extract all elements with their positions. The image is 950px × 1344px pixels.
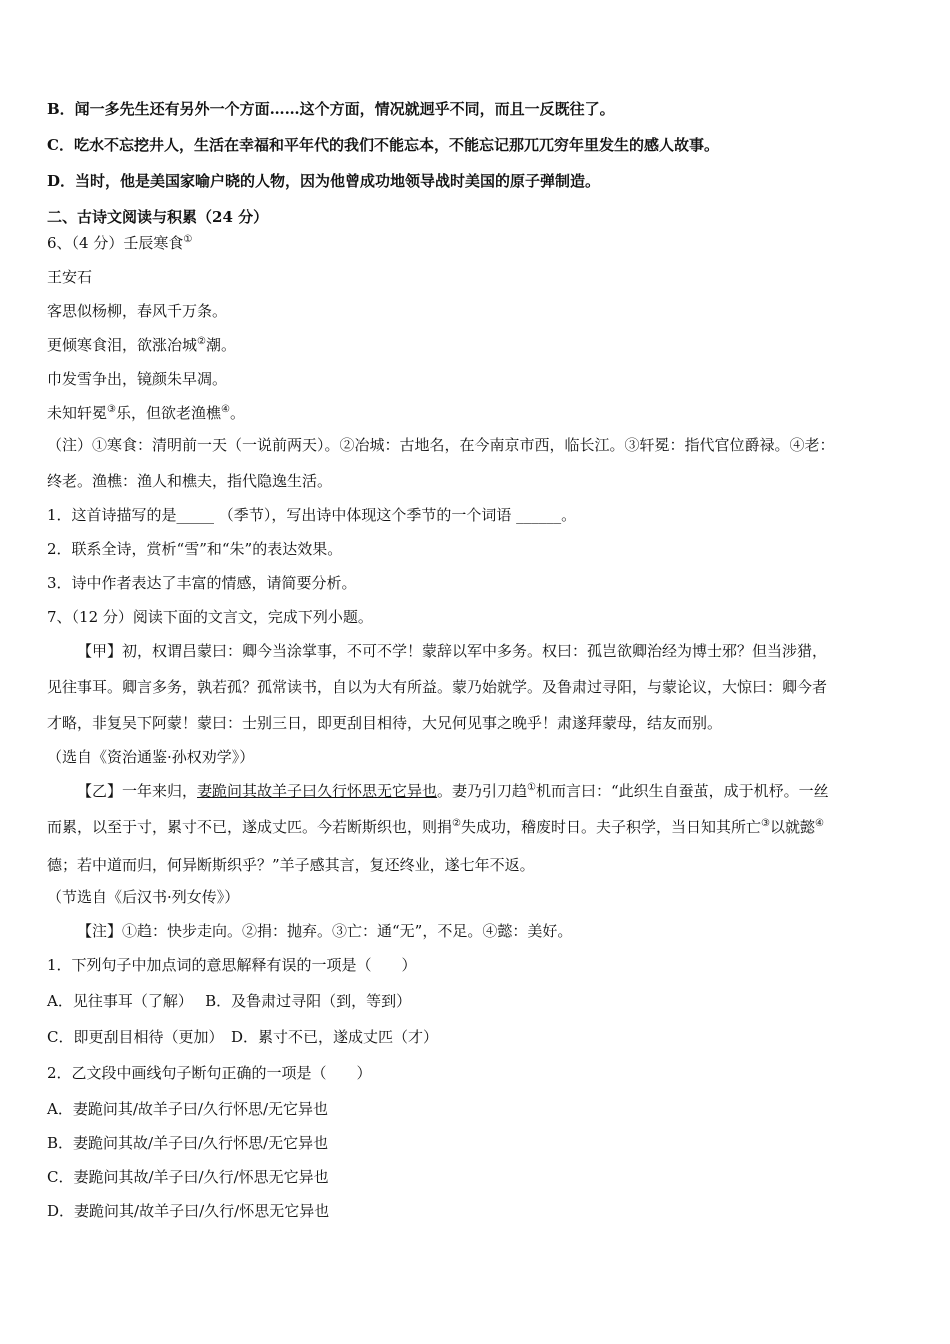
- footnote-mark: ②: [197, 336, 206, 347]
- q7-sub2-option-b: B．妻跪问其故/羊子曰/久行怀思/无它异也: [47, 1134, 329, 1152]
- underlined-sentence: 妻跪问其故羊子曰久行怀思无它异也: [197, 782, 438, 800]
- q6-sub1: 1．这首诗描写的是_____ （季节），写出诗中体现这个季节的一个词语 ______。: [47, 506, 577, 524]
- poem-note-2: 终老。渔樵：渔人和樵夫，指代隐逸生活。: [47, 472, 333, 490]
- footnote-mark: ④: [814, 818, 824, 829]
- footnote-mark: ④: [221, 404, 230, 415]
- yi-line-3: 德；若中道而归，何异断斯织乎？”羊子感其言，复还终业，遂七年不返。: [47, 856, 535, 874]
- yi-line-1-a: 【乙】一年来归，: [77, 782, 198, 800]
- q7-sub2-stem: 2．乙文段中画线句子断句正确的一项是（ ）: [47, 1064, 372, 1082]
- yi-line-1-c: 机而言曰：“此织生自蚕茧，成于机杼。一丝: [536, 782, 829, 800]
- footnote-mark: ①: [183, 234, 193, 245]
- poem-line-4-a: 未知轩冕: [47, 404, 108, 422]
- poem-line-2-b: 潮。: [205, 336, 236, 354]
- q7-sub2-option-a: A．妻跪问其/故羊子曰/久行怀思/无它异也: [47, 1100, 328, 1118]
- footnote-mark: ②: [452, 818, 461, 829]
- q7-sub1-options-ab: A．见往事耳（了解） B．及鲁肃过寻阳（到，等到）: [47, 992, 412, 1010]
- yi-line-1: [47, 780, 829, 802]
- poem-line-4-b: 乐，但欲老渔樵: [115, 404, 221, 422]
- q7-sub2-option-d: D．妻跪问其/故羊子曰/久行/怀思无它异也: [47, 1202, 330, 1220]
- poem-author: 王安石: [47, 268, 93, 286]
- yi-line-2: [47, 816, 824, 838]
- yi-line-2-b: 失成功，稽废时日。夫子积学，当日知其所亡: [460, 818, 761, 836]
- option-c: C．吃水不忘挖井人，生活在幸福和平年代的我们不能忘本，不能忘记那兀兀穷年里发生的感人故事。: [47, 136, 719, 154]
- poem-line-2-a: 更倾寒食泪，欲涨冶城: [47, 336, 198, 354]
- jia-line-2: 见往事耳。卿言多务，孰若孤？孤常读书，自以为大有所益。蒙乃始就学。及鲁肃过寻阳，与蒙论议，大惊曰：卿今者: [47, 678, 828, 696]
- footnote-mark: ①: [527, 782, 537, 793]
- jia-source: （选自《资治通鉴·孙权劝学》）: [47, 748, 255, 766]
- q6-title: [47, 232, 192, 254]
- yi-line-1-b: 。妻乃引刀趋: [437, 782, 528, 800]
- q6-sub3: 3．诗中作者表达了丰富的情感，请简要分析。: [47, 574, 357, 592]
- poem-line-4-c: 。: [229, 404, 245, 422]
- section-heading: 二、古诗文阅读与积累（24 分）: [47, 208, 269, 226]
- jia-line-1: 【甲】初，权谓吕蒙曰：卿今当涂掌事，不可不学！蒙辞以军中多务。权曰：孤岂欲卿治经为博士邪？但当涉猎，: [77, 642, 828, 660]
- q6-sub2: 2．联系全诗，赏析“雪”和“朱”的表达效果。: [47, 540, 343, 558]
- jia-line-3: 才略，非复吴下阿蒙！蒙曰：士别三日，即更刮目相待，大兄何见事之晚乎！肃遂拜蒙母，结友而别。: [47, 714, 723, 732]
- q7-note: 【注】①趋：快步走向。②捐：抛弃。③亡：通“无”，不足。④懿：美好。: [77, 922, 573, 940]
- yi-line-2-a: 而累，以至于寸，累寸不已，遂成丈匹。今若断斯织也，则捐: [47, 818, 453, 836]
- option-d: D．当时，他是美国家喻户晓的人物，因为他曾成功地领导战时美国的原子弹制造。: [47, 172, 601, 190]
- q7-sub2-option-c: C．妻跪问其故/羊子曰/久行/怀思无它异也: [47, 1168, 329, 1186]
- poem-note-1: （注）①寒食：清明前一天（一说前两天）。②冶城：古地名，在今南京市西，临长江。③轩冕：指代官位爵禄。④老：: [47, 436, 835, 454]
- poem-line-4: [47, 402, 245, 424]
- poem-line-1: 客思似杨柳，春风千万条。: [47, 302, 228, 320]
- footnote-mark: ③: [761, 818, 770, 829]
- yi-source: （节选自《后汉书·列女传》）: [47, 888, 240, 906]
- q7-sub1-options-cd: C．即更刮目相待（更加） D．累寸不已，遂成丈匹（才）: [47, 1028, 439, 1046]
- q7-title: 7、（12 分）阅读下面的文言文，完成下列小题。: [47, 608, 373, 626]
- footnote-mark: ③: [107, 404, 116, 415]
- yi-line-2-c: 以就懿: [769, 818, 815, 836]
- poem-line-3: 巾发雪争出，镜颜朱早凋。: [47, 370, 228, 388]
- poem-line-2: [47, 334, 236, 356]
- q7-sub1-stem: 1．下列句子中加点词的意思解释有误的一项是（ ）: [47, 956, 417, 974]
- option-b: B．闻一多先生还有另外一个方面……这个方面，情况就迥乎不同，而且一反既往了。: [47, 100, 615, 118]
- q6-title-text: 6、（4 分）壬辰寒食: [47, 234, 184, 252]
